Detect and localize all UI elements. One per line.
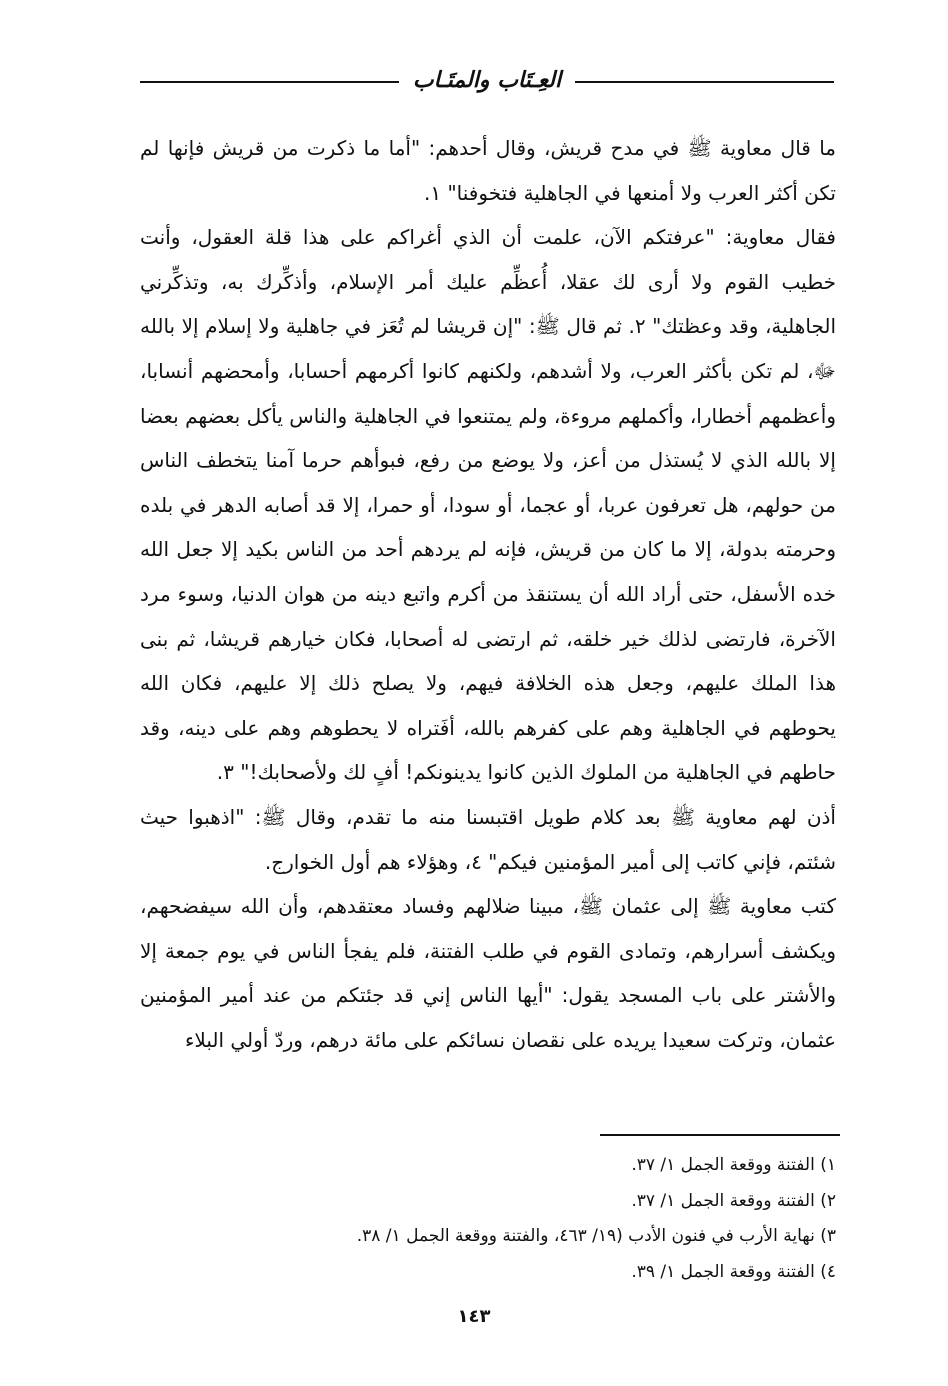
footnote-1: ١) الفتنة ووقعة الجمل ١/ ٣٧. bbox=[631, 1155, 836, 1175]
footnote-4: ٤) الفتنة ووقعة الجمل ١/ ٣٩. bbox=[631, 1261, 836, 1282]
body-text bbox=[140, 126, 836, 1062]
header-title: العِـتَاب والمتَـاب bbox=[412, 67, 562, 93]
footnote-2: ٢) الفتنة ووقعة الجمل ١/ ٣٧. bbox=[631, 1190, 836, 1211]
paragraph-4: كتب معاوية ﷺ إلى عثمان ﷺ، مبينا ضلالهم وفساد معتقدهم، وأن الله سيفضحهم، ويكشف أسرارهم، وتمادى القوم في طلب الفتنة، فلم يفجأ الناس في يوم جمعة إلا والأشتر على باب المسجد يقول: "أيها الناس إني قد جئتكم من عند أمير المؤمنين عثمان، وتركت سعيدا يريده على نقصان نسائكم على مائة درهم، وردّ أولي البلاء bbox=[140, 894, 836, 1052]
footnotes bbox=[140, 1148, 836, 1290]
paragraph-2: فقال معاوية: "عرفتكم الآن، علمت أن الذي أغراكم على هذا قلة العقول، وأنت خطيب القوم ولا أرى لك عقلا، أُعظِّم عليك أمر الإسلام، وأذكِّرك به، وتذكِّرني الجاهلية، وقد وعظتك" ٢. ثم قال ﷺ: "إن قريشا لم تُعَز في جاهلية ولا إسلام إلا بالله ﷻ، لم تكن بأكثر العرب، ولا أشدهم، ولكنهم كانوا أكرمهم أحسابا، وأمحضهم أنسابا، وأعظمهم أخطارا، وأكملهم مروءة، ولم يمتنعوا في الجاهلية والناس يأكل بعضهم بعضا إلا بالله الذي لا يُستذل من أعز، ولا يوضع من رفع، فبوأهم حرما آمنا يتخطف الناس من حولهم، هل تعرفون عربا، أو عجما، أو سودا، أو حمرا، إلا قد أصابه الدهر في بلده وحرمته بدولة، إلا ما كان من قريش، فإنه لم يردهم أحد من الناس بكيد إلا جعل الله خده الأسفل، حتى أراد الله أن يستنقذ من أكرم واتبع دينه من هوان الدنيا، وسوء مرد الآخرة، فارتضى لذلك خير خلقه، ثم ارتضى له أصحابا، فكان خيارهم قريشا، ثم بنى هذا الملك عليهم، وجعل هذه الخلافة فيهم، ولا يصلح ذلك إلا عليهم، فكان الله يحوطهم في الجاهلية وهم على كفرهم بالله، أفَتراه لا يحطوهم وهم على دينه، وقد حاطهم في الجاهلية من الملوك الذين كانوا يدينونكم! أفٍ لك ولأصحابك!" ٣. bbox=[140, 225, 836, 785]
page-number: ١٤٣ bbox=[457, 1306, 491, 1327]
header-rule-right bbox=[575, 81, 834, 83]
footnote-separator bbox=[600, 1134, 840, 1136]
running-header bbox=[140, 62, 834, 98]
paragraph-1: ما قال معاوية ﷺ في مدح قريش، وقال أحدهم: "أما ما ذكرت من قريش فإنها لم تكن أكثر العرب ولا أمنعها في الجاهلية فتخوفنا" ١. bbox=[140, 136, 836, 205]
paragraph-3: أذن لهم معاوية ﷺ بعد كلام طويل اقتبسنا منه ما تقدم، وقال ﷺ: "اذهبوا حيث شئتم، فإني كاتب إلى أمير المؤمنين فيكم" ٤، وهؤلاء هم أول الخوارج. bbox=[140, 804, 836, 874]
header-rule-left bbox=[140, 81, 399, 83]
footnote-3: ٣) نهاية الأرب في فنون الأدب (١٩/ ٤٦٣، والفتنة ووقعة الجمل ١/ ٣٨. bbox=[356, 1226, 836, 1246]
